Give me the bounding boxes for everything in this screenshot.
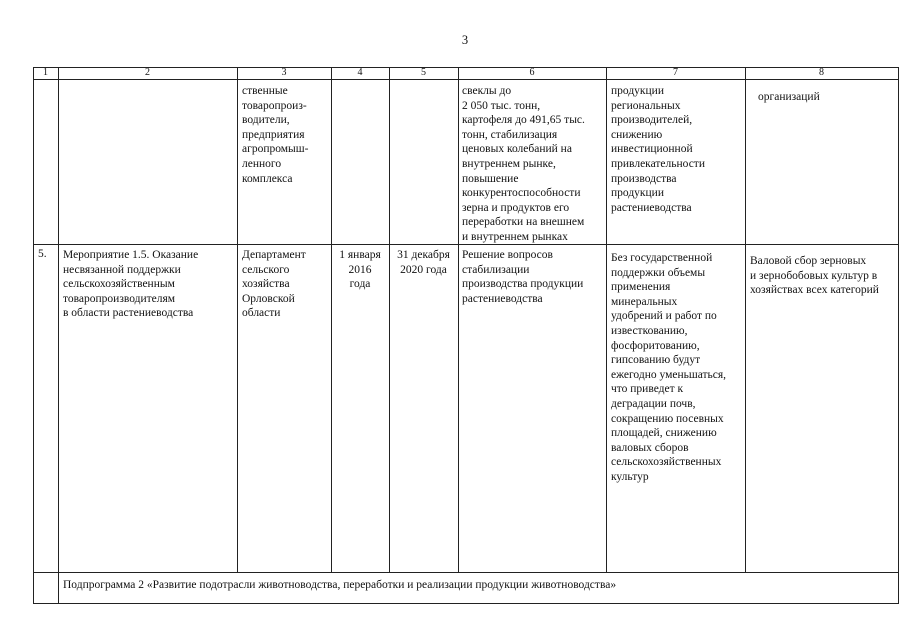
column-rule-7	[606, 67, 607, 572]
column-header-2: 2	[145, 67, 150, 78]
subprogram-title: Подпрограмма 2 «Развитие подотрасли животноводства, переработки и реализации продукции животноводства»	[63, 579, 617, 591]
column-rule-5	[389, 67, 390, 572]
continuation-indicator-cell: организаций	[758, 91, 820, 103]
column-header-8: 8	[819, 67, 824, 78]
row5-result-cell: Решение вопросов стабилизации производства продукции растениеводства	[462, 249, 584, 305]
row5-consequences-cell: Без государственной поддержки объемы применения минеральных удобрений и работ по известкованию, фосфоритованию, гипсованию будут ежегодно уменьшаться, что приведет к деградации почв, сокращению посевных площадей, снижению валовых сборов сельскохозяйственных культур	[611, 252, 727, 483]
page-number: 3	[461, 33, 469, 47]
column-header-1: 1	[43, 67, 48, 78]
column-header-6: 6	[529, 67, 535, 78]
table-rule-subprogram	[33, 572, 899, 573]
row5-number-cell: 5.	[38, 248, 47, 260]
table-rule-bottom	[33, 603, 899, 604]
continuation-participants-cell: ственные товаропроиз- водители, предприятия агропромыш- ленного комплекса	[242, 85, 309, 185]
column-rule-8	[745, 67, 746, 572]
column-header-3: 3	[281, 67, 287, 78]
column-header-5: 5	[421, 67, 426, 78]
column-rule-2	[58, 67, 59, 603]
table-rule-header	[33, 79, 899, 80]
table-rule-right	[898, 67, 899, 603]
column-rule-4	[331, 67, 332, 572]
column-header-4: 4	[357, 67, 363, 78]
column-rule-6	[458, 67, 459, 572]
row5-measure-cell: Мероприятие 1.5. Оказание несвязанной поддержки сельскохозяйственным товаропроизводителям в области растениеводства	[63, 249, 199, 320]
row5-end-date-cell: 31 декабря 2020 года	[397, 249, 450, 276]
continuation-result-cell: свеклы до 2 050 тыс. тонн, картофеля до 491,65 тыс. тонн, стабилизация ценовых колебаний на внутреннем рынке, повышение конкурентоспособности зерна и продуктов его переработки на внешнем и внутреннем рынках	[462, 85, 585, 243]
column-header-7: 7	[673, 67, 678, 78]
row5-start-date-cell: 1 января 2016 года	[339, 249, 381, 291]
row5-indicator-cell: Валовой сбор зерновых и зернобобовых культур в хозяйствах всех категорий	[750, 255, 879, 297]
row5-executor-cell: Департамент сельского хозяйства Орловской области	[242, 249, 306, 320]
table-rule-left	[33, 67, 34, 603]
column-rule-3	[237, 67, 238, 572]
continuation-consequences-cell: продукции региональных производителей, снижению инвестиционной привлекательности производства продукции растениеводства	[611, 85, 705, 214]
